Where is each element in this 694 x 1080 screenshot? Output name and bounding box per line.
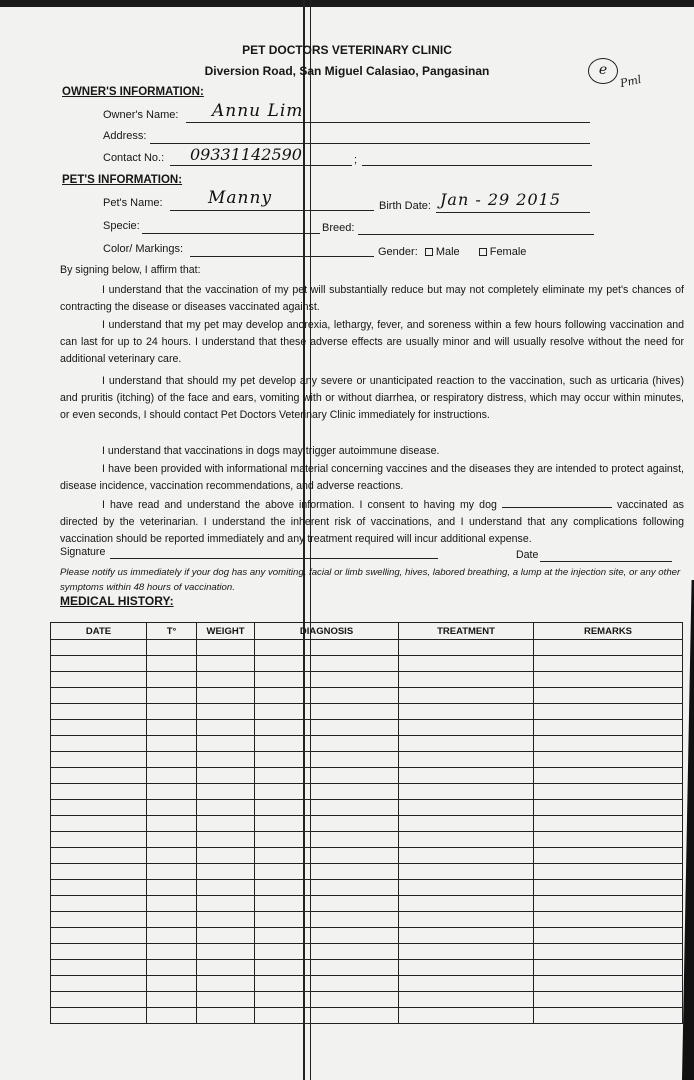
table-cell[interactable] [399,864,534,880]
table-cell[interactable] [255,992,399,1008]
table-cell[interactable] [197,848,255,864]
address-label: Address: [103,130,147,142]
table-cell[interactable] [197,640,255,656]
table-cell[interactable] [51,864,147,880]
table-cell[interactable] [51,656,147,672]
table-cell[interactable] [255,848,399,864]
table-cell[interactable] [51,768,147,784]
table-cell[interactable] [147,800,197,816]
table-cell[interactable] [147,928,197,944]
table-row [51,768,683,784]
table-row [51,720,683,736]
table-cell[interactable] [255,688,399,704]
consent-paragraph-2: I understand that my pet may develop anorexia, lethargy, fever, and soreness within a few hours following vaccination and can last for up to 24 hours. I understand that these adverse effects are usually minor and will usually resolve without the need for additional veterinary care. [60,319,684,365]
consent-paragraph-3: I understand that should my pet develop any severe or unanticipated reaction to the vaccination, such as urticaria (hives) and pruritis (itching) of the face and ears, vomiting with or without diarrhea, or respiratory distress, which may occur within minutes, or even seconds, I should contact Pet Doctors Veterinary Clinic immediately for instructions. [60,375,684,421]
table-cell[interactable] [197,768,255,784]
table-cell[interactable] [147,960,197,976]
pet-info-heading: PET'S INFORMATION: [62,174,183,186]
table-cell[interactable] [399,912,534,928]
consent-paragraph-6 [60,497,684,548]
table-cell[interactable] [197,864,255,880]
table-cell[interactable] [51,912,147,928]
table-cell[interactable] [147,976,197,992]
table-cell[interactable] [399,816,534,832]
table-row [51,656,683,672]
table-cell[interactable] [534,768,683,784]
table-cell[interactable] [534,1008,683,1024]
table-cell[interactable] [51,688,147,704]
table-cell[interactable] [255,880,399,896]
table-cell[interactable] [399,896,534,912]
color-markings-label: Color/ Markings: [103,243,184,255]
table-cell[interactable] [534,992,683,1008]
signature-label: Signature [60,546,106,558]
table-cell[interactable] [399,944,534,960]
breed-label: Breed: [322,222,355,234]
table-cell[interactable] [51,944,147,960]
table-cell[interactable] [51,832,147,848]
table-row [51,848,683,864]
contact-line-2 [362,165,592,166]
table-cell[interactable] [534,752,683,768]
table-cell[interactable] [255,816,399,832]
table-cell[interactable] [51,848,147,864]
table-cell[interactable] [399,800,534,816]
scan-top-edge [0,0,694,7]
col-date: DATE [51,623,147,640]
table-cell[interactable] [197,928,255,944]
birth-date-label: Birth Date: [379,200,431,212]
table-cell[interactable] [255,896,399,912]
table-cell[interactable] [147,656,197,672]
table-cell[interactable] [255,1008,399,1024]
contact-separator: ; [354,154,358,166]
contact-line-1 [170,165,352,166]
contact-value[interactable]: 09331142590 [190,145,302,164]
consent-paragraph-1: I understand that the vaccination of my pet will substantially reduce but may not completely eliminate my pet's chances of contracting the disease or diseases vaccinated against. [60,284,684,313]
table-cell[interactable] [534,960,683,976]
table-cell[interactable] [147,896,197,912]
table-cell[interactable] [399,976,534,992]
col-temperature: T° [147,623,197,640]
table-cell[interactable] [399,640,534,656]
table-cell[interactable] [147,832,197,848]
table-cell[interactable] [51,992,147,1008]
table-cell[interactable] [255,736,399,752]
signature-line[interactable] [110,558,438,559]
consent-paragraph-5: I have been provided with informational material concerning vaccines and the diseases they are intended to protect against, disease incidence, vaccination recommendations, and adverse reactions. [60,463,684,492]
gender-label: Gender: [378,246,418,258]
date-line[interactable] [540,561,672,562]
table-cell[interactable] [534,864,683,880]
pet-name-value[interactable]: Manny [208,188,273,208]
table-cell[interactable] [51,960,147,976]
clinic-address: Diversion Road, San Miguel Calasiao, Pangasinan [204,64,490,78]
consent-paragraph-4: I understand that vaccinations in dogs may trigger autoimmune disease. [102,445,440,457]
pet-name-line [170,210,374,211]
table-cell[interactable] [147,672,197,688]
table-cell[interactable] [197,736,255,752]
table-cell[interactable] [255,800,399,816]
clinic-name: PET DOCTORS VETERINARY CLINIC [242,43,452,57]
table-row [51,736,683,752]
table-cell[interactable] [51,1008,147,1024]
table-cell[interactable] [534,816,683,832]
owner-info-heading: OWNER'S INFORMATION: [62,86,204,98]
consent-paragraph-6b: vaccinated as directed by the veterinarian. I understand the inherent risk of vaccinations, and I understand that any complications following vaccination should be reported immediately and any treatment required will incur additional expense. [60,499,684,545]
breed-line [358,234,594,235]
gender-group [378,246,526,258]
table-cell[interactable] [147,816,197,832]
table-cell[interactable] [197,720,255,736]
table-cell[interactable] [197,656,255,672]
table-cell[interactable] [399,704,534,720]
table-cell[interactable] [255,864,399,880]
table-cell[interactable] [534,832,683,848]
table-cell[interactable] [399,1008,534,1024]
table-row [51,912,683,928]
table-row [51,992,683,1008]
table-cell[interactable] [255,784,399,800]
table-cell[interactable] [255,960,399,976]
table-row [51,672,683,688]
table-cell[interactable] [147,944,197,960]
color-markings-line [190,256,374,257]
table-cell[interactable] [255,656,399,672]
table-cell[interactable] [51,640,147,656]
table-cell[interactable] [147,640,197,656]
table-cell[interactable] [147,992,197,1008]
table-cell[interactable] [255,928,399,944]
table-row [51,640,683,656]
medical-history-table [50,622,683,1024]
table-cell[interactable] [51,880,147,896]
table-cell[interactable] [255,768,399,784]
table-cell[interactable] [147,752,197,768]
table-cell[interactable] [197,832,255,848]
table-cell[interactable] [534,672,683,688]
table-cell[interactable] [51,736,147,752]
medical-history-heading: MEDICAL HISTORY: [60,594,174,608]
address-line [150,143,590,144]
table-cell[interactable] [197,992,255,1008]
table-cell[interactable] [534,784,683,800]
table-cell[interactable] [534,880,683,896]
table-cell[interactable] [147,912,197,928]
col-remarks: REMARKS [534,623,683,640]
female-checkbox[interactable] [479,248,487,256]
table-cell[interactable] [399,784,534,800]
table-cell[interactable] [255,640,399,656]
table-cell[interactable] [147,848,197,864]
table-cell[interactable] [534,688,683,704]
table-cell[interactable] [534,704,683,720]
table-cell[interactable] [534,944,683,960]
table-cell[interactable] [147,720,197,736]
history-rows [51,640,683,1024]
table-row [51,752,683,768]
handwritten-initial: e [588,58,618,84]
table-cell[interactable] [534,848,683,864]
table-cell[interactable] [255,672,399,688]
table-cell[interactable] [197,816,255,832]
table-row [51,784,683,800]
table-cell[interactable] [147,688,197,704]
table-cell[interactable] [534,720,683,736]
table-row [51,928,683,944]
table-cell[interactable] [399,928,534,944]
table-cell[interactable] [534,656,683,672]
table-cell[interactable] [51,800,147,816]
table-cell[interactable] [51,976,147,992]
table-cell[interactable] [255,752,399,768]
table-cell[interactable] [534,640,683,656]
table-cell[interactable] [399,768,534,784]
table-cell[interactable] [399,960,534,976]
table-cell[interactable] [255,944,399,960]
table-cell[interactable] [534,896,683,912]
table-row [51,832,683,848]
birth-date-line [436,212,590,213]
table-row [51,816,683,832]
table-cell[interactable] [147,704,197,720]
table-cell[interactable] [51,784,147,800]
table-cell[interactable] [197,784,255,800]
table-row [51,944,683,960]
table-row [51,864,683,880]
table-row [51,976,683,992]
scan-right-edge [682,580,694,1080]
table-cell[interactable] [147,784,197,800]
owner-name-label: Owner's Name: [103,109,179,121]
table-cell[interactable] [51,720,147,736]
owner-name-value[interactable]: Annu Lim [212,101,304,121]
table-cell[interactable] [147,880,197,896]
table-cell[interactable] [51,704,147,720]
table-cell[interactable] [255,704,399,720]
table-cell[interactable] [534,928,683,944]
table-cell[interactable] [51,672,147,688]
table-row [51,704,683,720]
contact-label: Contact No.: [103,152,165,164]
table-cell[interactable] [534,976,683,992]
date-label: Date [516,549,539,561]
table-cell[interactable] [51,896,147,912]
table-row [51,880,683,896]
table-cell[interactable] [255,832,399,848]
table-cell[interactable] [197,800,255,816]
table-row [51,1008,683,1024]
table-cell[interactable] [399,656,534,672]
table-cell[interactable] [51,928,147,944]
table-cell[interactable] [399,848,534,864]
table-cell[interactable] [197,960,255,976]
table-cell[interactable] [197,1008,255,1024]
table-cell[interactable] [147,736,197,752]
pet-name-label: Pet's Name: [103,197,163,209]
consent-intro: By signing below, I affirm that: [60,264,201,276]
table-cell[interactable] [255,720,399,736]
table-cell[interactable] [197,704,255,720]
table-cell[interactable] [399,880,534,896]
specie-line [142,233,320,234]
table-cell[interactable] [51,816,147,832]
table-cell[interactable] [197,688,255,704]
table-cell[interactable] [197,912,255,928]
table-cell[interactable] [197,896,255,912]
table-cell[interactable] [399,992,534,1008]
table-cell[interactable] [51,752,147,768]
col-diagnosis: DIAGNOSIS [255,623,399,640]
table-cell[interactable] [399,736,534,752]
consent-paragraph-6a: I have read and understand the above information. I consent to having my dog [102,499,497,511]
notify-notice: Please notify us immediately if your dog has any vomiting, facial or limb swelling, hives, labored breathing, a lump at the injection site, or any other symptoms within 48 hours of vaccination. [60,567,681,593]
table-cell[interactable] [147,1008,197,1024]
table-cell[interactable] [534,912,683,928]
table-cell[interactable] [255,976,399,992]
male-checkbox[interactable] [425,248,433,256]
col-weight: WEIGHT [197,623,255,640]
dog-vaccine-blank[interactable] [502,498,612,508]
birth-date-value[interactable]: Jan - 29 2015 [440,190,561,209]
table-cell[interactable] [197,880,255,896]
table-cell[interactable] [399,720,534,736]
table-row [51,688,683,704]
table-cell[interactable] [147,768,197,784]
table-row [51,800,683,816]
table-cell[interactable] [197,672,255,688]
table-cell[interactable] [399,688,534,704]
male-label: Male [435,246,460,258]
table-cell[interactable] [197,976,255,992]
female-label: Female [489,246,527,258]
table-cell[interactable] [399,832,534,848]
table-cell[interactable] [197,752,255,768]
table-row [51,960,683,976]
owner-name-line [186,122,590,123]
specie-label: Specie: [103,220,140,232]
col-treatment: TREATMENT [399,623,534,640]
handwritten-scribble: Pml [618,72,643,91]
table-cell[interactable] [255,912,399,928]
table-cell[interactable] [399,752,534,768]
table-cell[interactable] [534,736,683,752]
table-cell[interactable] [399,672,534,688]
table-cell[interactable] [197,944,255,960]
table-cell[interactable] [147,864,197,880]
table-header-row [51,623,683,640]
table-cell[interactable] [534,800,683,816]
table-row [51,896,683,912]
